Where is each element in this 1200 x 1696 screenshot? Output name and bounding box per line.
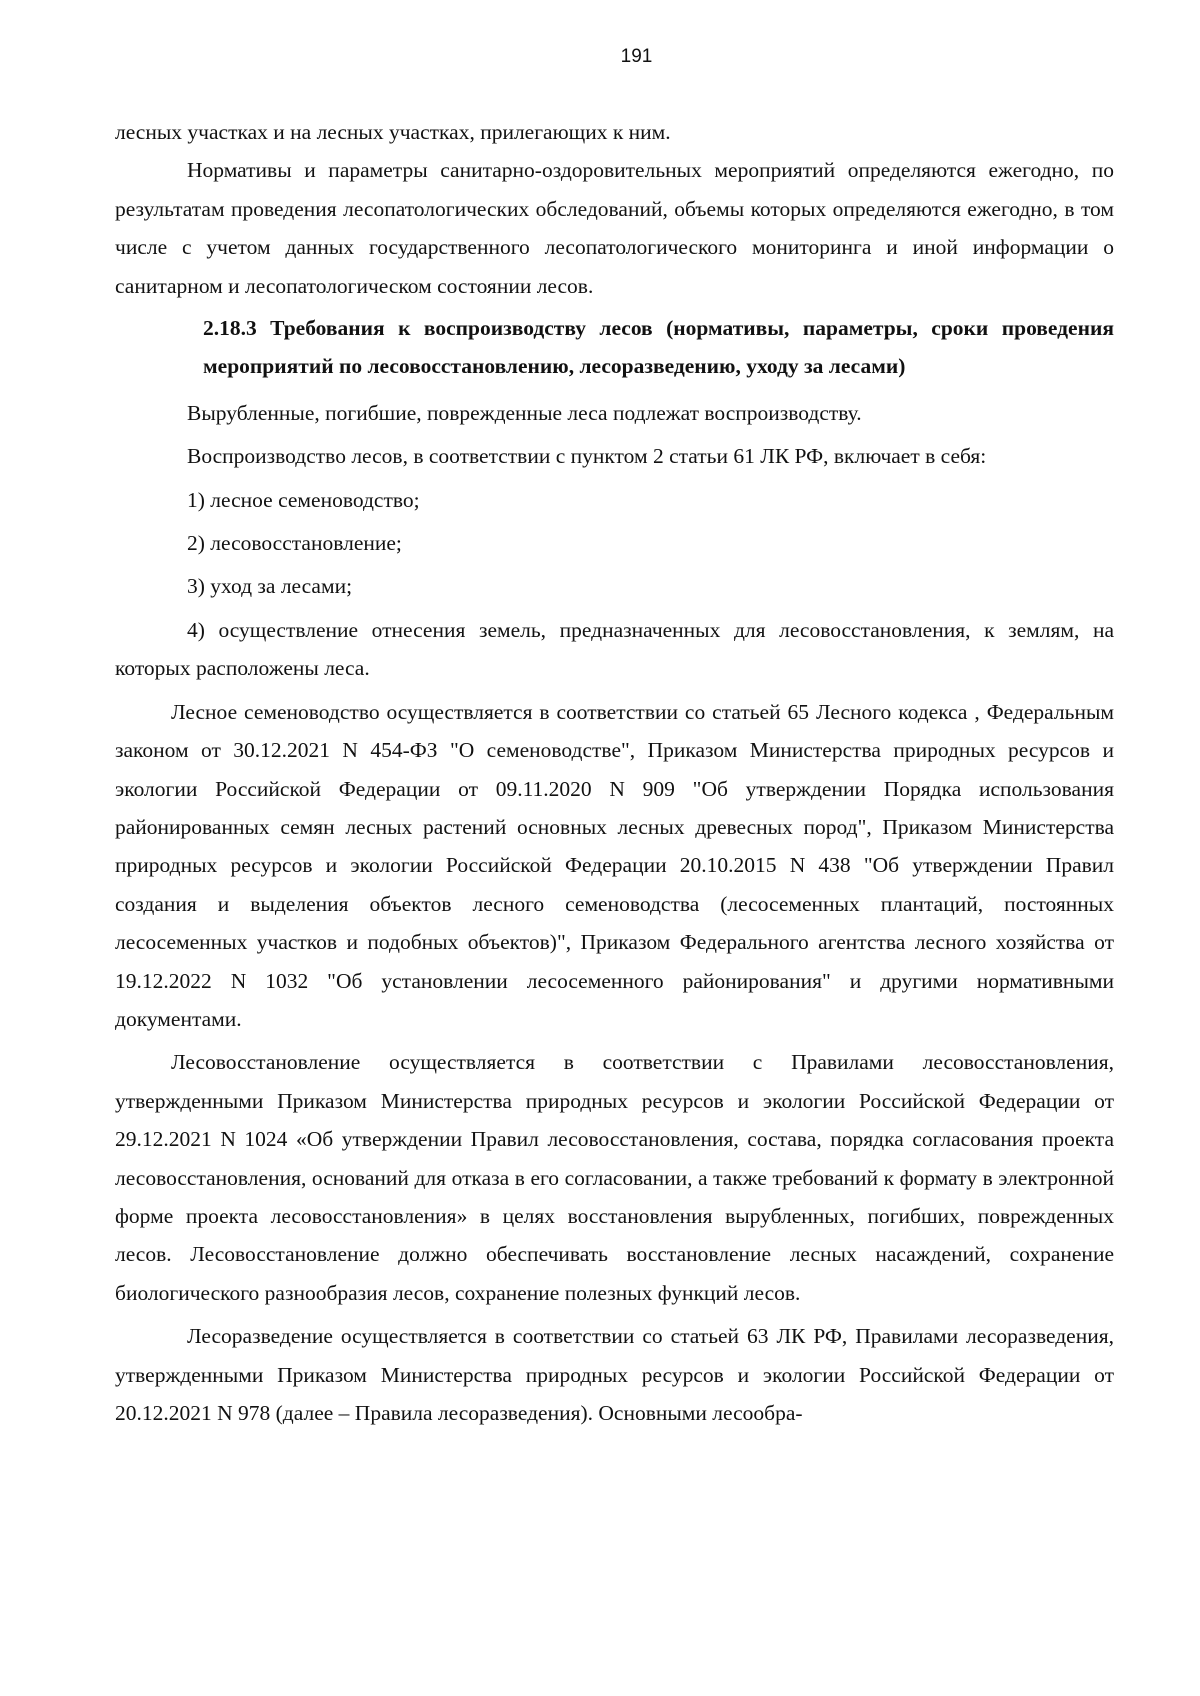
paragraph-continuation: лесных участках и на лесных участках, прилегающих к ним. (115, 120, 671, 144)
list-item: 1) лесное семеноводство; (187, 487, 420, 512)
list-item: 4) осуществление отнесения земель, предназначенных для лесовосстановления, к землям, на которых расположены леса. (115, 617, 1114, 681)
paragraph-afforestation: Лесоразведение осуществляется в соответствии со статьей 63 ЛК РФ, Правилами лесоразведения, утвержденными Приказом Министерства природных ресурсов и экологии Российской Федерации от 20.12.2021 N 978 (далее – Правила лесоразведения). Основными лесообра- (115, 1324, 1114, 1425)
paragraph-reproduction: Вырубленные, погибшие, поврежденные леса подлежат воспроизводству. (187, 400, 862, 425)
paragraph-reproduction-includes: Воспроизводство лесов, в соответствии с пунктом 2 статьи 61 ЛК РФ, включает в себя: (187, 444, 987, 469)
paragraph-sanitary-norms: Нормативы и параметры санитарно-оздоровительных мероприятий определяются ежегодно, по результатам проведения лесопатологических обследований, объемы которых определяются ежегодно, в том числе с учетом данных государственного лесопатологического мониторинга и иной информации о санитарном и лесопатологическом состоянии лесов. (115, 158, 1114, 298)
document-body (115, 113, 1114, 1432)
paragraph-reforestation: Лесовосстановление осуществляется в соответствии с Правилами лесовосстановления, утвержденными Приказом Министерства природных ресурсов и экологии Российской Федерации от 29.12.2021 N 1024 «Об утверждении Правил лесовосстановления, состава, порядка согласования проекта лесовосстановления, оснований для отказа в его согласовании, а также требований к формату в электронной форме проекта лесовосстановления» в целях восстановления вырубленных, погибших, поврежденных лесов. Лесовосстановление должно обеспечивать восстановление лесных насаждений, сохранение биологического разнообразия лесов, сохранение полезных функций лесов. (115, 1050, 1114, 1305)
section-heading: 2.18.3 Требования к воспроизводству лесов (нормативы, параметры, сроки проведения мероприятий по лесовосстановлению, лесоразведению, уходу за лесами) (203, 316, 1114, 379)
list-item: 2) лесовосстановление; (187, 531, 402, 556)
list-item: 3) уход за лесами; (187, 574, 353, 599)
paragraph-seed-production: Лесное семеноводство осуществляется в соответствии со статьей 65 Лесного кодекса , Федеральным законом от 30.12.2021 N 454-ФЗ "О семеноводстве", Приказом Министерства природных ресурсов и экологии Российской Федерации от 09.11.2020 N 909 "Об утверждении Порядка использования районированных семян лесных растений основных лесных древесных пород", Приказом Министерства природных ресурсов и экологии Российской Федерации 20.10.2015 N 438 "Об утверждении Правил создания и выделения объектов лесного семеноводства (лесосеменных плантаций, постоянных лесосеменных участков и подобных объектов)", Приказом Федерального агентства лесного хозяйства от 19.12.2022 N 1032 "Об установлении лесосеменного районирования" и другими нормативными документами. (115, 699, 1114, 1031)
page-number: 191 (620, 46, 653, 67)
